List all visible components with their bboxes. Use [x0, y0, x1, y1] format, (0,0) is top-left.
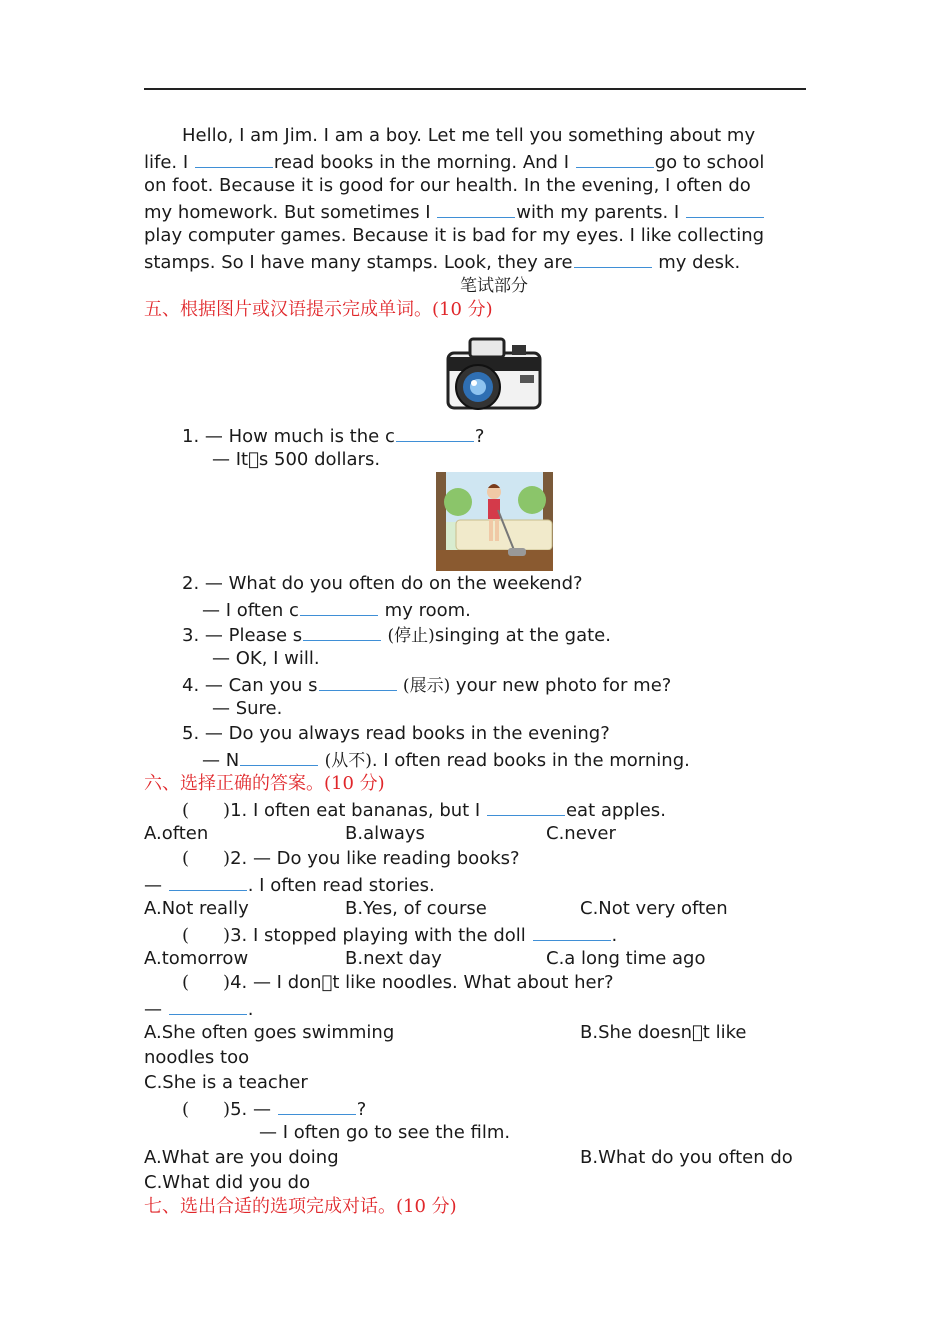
blank[interactable]	[533, 922, 611, 941]
top-rule	[144, 88, 806, 90]
blank[interactable]	[319, 672, 397, 691]
passage-line-2: life. I read books in the morning. And I go to school	[144, 149, 764, 173]
s6-q4: ( )4. — I don t like noodles. What about her?	[182, 972, 614, 993]
s6-q3-option-a[interactable]: A.tomorrow	[144, 948, 249, 969]
s6-q1: ( )1. I often eat bananas, but I eat apples.	[182, 797, 666, 821]
blank[interactable]	[195, 149, 273, 168]
blank[interactable]	[303, 622, 381, 641]
blank[interactable]	[396, 423, 474, 442]
s6-q5-option-a[interactable]: A.What are you doing	[144, 1147, 339, 1168]
blank[interactable]	[487, 797, 565, 816]
s6-q5-option-c[interactable]: C.What did you do	[144, 1172, 311, 1193]
blank[interactable]	[437, 199, 515, 218]
s6-q4-option-c[interactable]: C.She is a teacher	[144, 1072, 308, 1093]
s5-q3: 3. — Please s (停止)singing at the gate.	[182, 622, 611, 646]
s6-q1-option-c[interactable]: C.never	[546, 823, 616, 844]
camera-image	[440, 325, 548, 417]
s6-q1-option-a[interactable]: A.often	[144, 823, 209, 844]
s5-q5-answer: — N (从不). I often read books in the morning.	[202, 747, 690, 771]
blank[interactable]	[300, 597, 378, 616]
s6-q2: ( )2. — Do you like reading books?	[182, 848, 520, 869]
blank[interactable]	[574, 249, 652, 268]
blank[interactable]	[278, 1096, 356, 1115]
passage-line-5: play computer games. Because it is bad for my eyes. I like collecting	[144, 225, 765, 246]
s6-q3-option-c[interactable]: C.a long time ago	[546, 948, 706, 969]
s6-q3: ( )3. I stopped playing with the doll .	[182, 922, 617, 946]
section-5-heading: 五、根据图片或汉语提示完成单词。(10 分)	[144, 299, 493, 320]
s5-q2: 2. — What do you often do on the weekend?	[182, 573, 583, 594]
s5-q1: 1. — How much is the c ?	[182, 423, 484, 447]
s6-q3-option-b[interactable]: B.next day	[345, 948, 442, 969]
s6-q2-option-c[interactable]: C.Not very often	[580, 898, 728, 919]
girl-cleaning-image	[436, 472, 553, 571]
written-section-title: 笔试部分	[460, 276, 528, 296]
s6-q2-option-b[interactable]: B.Yes, of course	[345, 898, 487, 919]
blank[interactable]	[576, 149, 654, 168]
s5-q1-answer: — It s 500 dollars.	[212, 449, 381, 470]
blank[interactable]	[686, 199, 764, 218]
s5-q3-answer: — OK, I will.	[212, 648, 320, 669]
s5-q4: 4. — Can you s (展示) your new photo for me?	[182, 672, 671, 696]
s6-q5-option-b[interactable]: B.What do you often do	[580, 1147, 793, 1168]
passage-line-6: stamps. So I have many stamps. Look, they are my desk.	[144, 249, 740, 273]
s5-q2-answer: — I often c my room.	[202, 597, 471, 621]
s6-q1-option-b[interactable]: B.always	[345, 823, 425, 844]
s5-q4-answer: — Sure.	[212, 698, 283, 719]
s5-q5: 5. — Do you always read books in the evening?	[182, 723, 610, 744]
s6-q4-option-b[interactable]: B.She doesn t like	[580, 1022, 747, 1043]
blank[interactable]	[240, 747, 318, 766]
s6-q2-option-a[interactable]: A.Not really	[144, 898, 249, 919]
passage-line-1: Hello, I am Jim. I am a boy. Let me tell you something about my	[182, 125, 756, 146]
blank[interactable]	[169, 996, 247, 1015]
s6-q5: ( )5. — ?	[182, 1096, 366, 1120]
passage-line-4: my homework. But sometimes I with my parents. I	[144, 199, 765, 223]
section-7-heading: 七、选出合适的选项完成对话。(10 分)	[144, 1196, 457, 1217]
s6-q2-line2: — . I often read stories.	[144, 872, 435, 896]
s6-q5-answer: — I often go to see the film.	[259, 1122, 511, 1143]
s6-q4-option-b-cont[interactable]: noodles too	[144, 1047, 250, 1068]
section-6-heading: 六、选择正确的答案。(10 分)	[144, 773, 385, 794]
s6-q4-option-a[interactable]: A.She often goes swimming	[144, 1022, 395, 1043]
s6-q4-line2: — .	[144, 996, 253, 1020]
blank[interactable]	[169, 872, 247, 891]
passage-line-3: on foot. Because it is good for our health. In the evening, I often do	[144, 175, 751, 196]
